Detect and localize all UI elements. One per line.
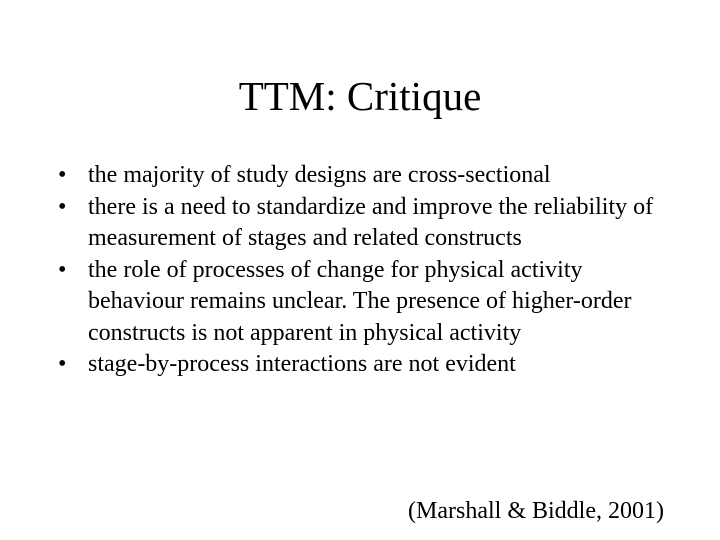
bullet-list	[52, 160, 672, 381]
bullet-marker: •	[58, 351, 67, 377]
bullet-item	[52, 255, 672, 350]
bullet-text: stage-by-process interactions are not evident	[88, 351, 516, 377]
bullet-text: there is a need to standardize and improve the reliability of measurement of stages and related constructs	[88, 193, 654, 251]
bullet-item	[52, 349, 672, 381]
bullet-item	[52, 160, 672, 192]
bullet-marker: •	[58, 193, 67, 220]
bullet-marker: •	[58, 256, 67, 283]
slide-title: TTM: Critique	[238, 73, 482, 119]
bullet-marker: •	[58, 162, 67, 188]
bullet-text: the majority of study designs are cross-sectional	[88, 162, 551, 188]
bullet-text: the role of processes of change for physical activity behaviour remains unclear. The presence of higher-order constructs is not apparent in physical activity	[88, 256, 632, 346]
citation: (Marshall & Biddle, 2001)	[408, 498, 664, 524]
bullet-item	[52, 192, 672, 255]
